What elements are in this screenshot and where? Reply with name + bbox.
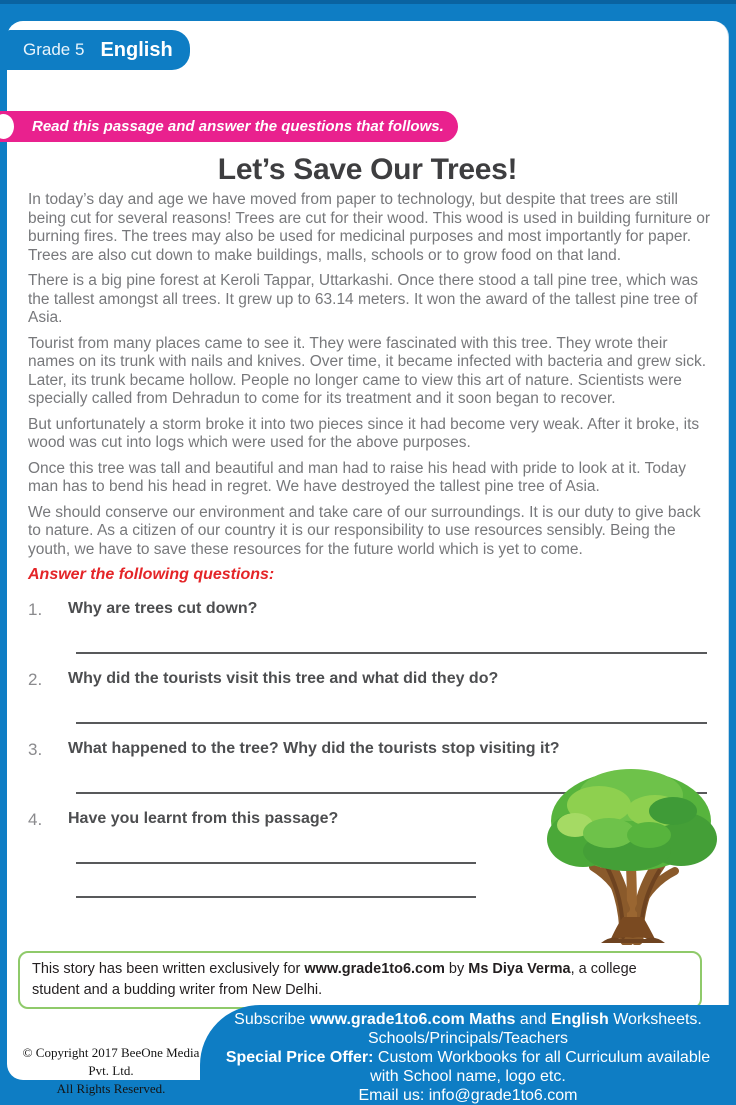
attribution-note	[18, 951, 702, 1009]
footer-and: and	[515, 1011, 551, 1028]
footer-site-link[interactable]: www.grade1to6.com Maths	[309, 1011, 516, 1028]
attribution-site-link[interactable]: www.grade1to6.com	[304, 961, 445, 977]
oval-bullet-icon	[0, 114, 14, 139]
question-number: 2.	[28, 670, 43, 689]
footer-offer-line	[200, 1048, 736, 1067]
instruction-text: Read this passage and answer the questions that follows.	[32, 118, 444, 135]
attribution-suffix: , a college student and a budding writer from New Delhi.	[32, 961, 637, 998]
question-item-2	[28, 670, 716, 690]
question-number: 4.	[28, 810, 43, 829]
question-text: Why did the tourists visit this tree and what did they do?	[68, 670, 499, 687]
grade-label: Grade 5	[23, 40, 85, 59]
passage-paragraph: We should conserve our environment and take care of our surroundings. It is our duty to give back to nature. As a citizen of our country it is our responsibility to use resources sensibly. Being the youth, we have to save these resources for the future world which is yet to come.	[28, 503, 701, 558]
attribution-prefix: This story has been written exclusively for	[32, 961, 305, 977]
tree-foliage	[547, 769, 717, 871]
footer-audience-line: Schools/Principals/Teachers	[367, 1030, 569, 1047]
tree-illustration-icon	[531, 759, 731, 945]
passage-title: Let’s Save Our Trees!	[217, 153, 518, 186]
answer-blank-line[interactable]	[76, 652, 707, 654]
copyright-line2: All Rights Reserved.	[56, 1081, 166, 1096]
passage-paragraph: But unfortunately a storm broke it into two pieces since it had become very weak. After it broke, its wood was cut into logs which were used for the above purposes.	[28, 415, 700, 451]
questions-heading: Answer the following questions:	[28, 566, 275, 583]
answer-blank-line[interactable]	[76, 896, 476, 898]
subject-label: English	[100, 38, 173, 61]
passage-body	[28, 191, 716, 566]
question-text: Have you learnt from this passage?	[68, 810, 339, 827]
answer-blank-line[interactable]	[76, 722, 707, 724]
question-item-3	[28, 740, 716, 760]
passage-paragraph: Once this tree was tall and beautiful and man had to raise his head with pride to look at it. Today man has to bend his head in regret. We have destroyed the tallest pine tree of Asia.	[28, 459, 686, 495]
footer-school-line: with School name, logo etc.	[370, 1068, 566, 1085]
footer-worksheets: Worksheets.	[608, 1011, 702, 1028]
footer-english-bold: English	[551, 1011, 609, 1028]
copyright-line1: © Copyright 2017 BeeOne Media Pvt. Ltd.	[22, 1045, 200, 1078]
footer-offer-text: Custom Workbooks for all Curriculum available	[373, 1049, 711, 1066]
question-item-1	[28, 600, 716, 620]
question-text: Why are trees cut down?	[68, 600, 258, 617]
footer-subscribe-line	[200, 1010, 736, 1029]
passage-paragraph: There is a big pine forest at Keroli Tappar, Uttarkashi. Once there stood a tall pine tree, which was the tallest amongst all trees. It grew up to 63.14 meters. It won the award of the tallest pine tree of Asia.	[28, 272, 699, 326]
question-number: 3.	[28, 740, 43, 759]
answer-blank-line[interactable]	[76, 862, 476, 864]
copyright-notice	[16, 1044, 206, 1098]
footer-email-line[interactable]: Email us: info@grade1to6.com	[358, 1087, 578, 1104]
passage-paragraph: In today’s day and age we have moved from paper to technology, but despite that trees are still being cut for several reasons! Trees are cut for their wood. This wood is used in building furniture or burning fires. The trees may also be used for medicinal purposes and most importantly for paper. Trees are also cut down to make buildings, malls, schools or to grow food on that land.	[28, 191, 711, 264]
worksheet-card	[7, 21, 729, 1080]
question-text: What happened to the tree? Why did the tourists stop visiting it?	[68, 740, 560, 757]
attribution-author: Ms Diya Verma	[468, 961, 571, 977]
question-number: 1.	[28, 600, 43, 619]
attribution-connector: by	[444, 961, 469, 977]
instruction-banner	[0, 111, 458, 142]
footer-banner	[200, 1005, 736, 1103]
footer-subscribe-prefix: Subscribe	[234, 1011, 310, 1028]
footer-offer-bold: Special Price Offer:	[225, 1049, 374, 1066]
grade-subject-tab	[7, 30, 190, 70]
passage-paragraph: Tourist from many places came to see it. They were fascinated with this tree. They wrote their names on its trunk with nails and knives. Over time, it became infected with bacteria and grew sick. Later, its trunk became hollow. People no longer came to view this art of nature. Scientists were specially called from Dehradun to come for its treatment and it soon began to recover.	[28, 334, 706, 407]
page-top-strip	[0, 0, 736, 4]
